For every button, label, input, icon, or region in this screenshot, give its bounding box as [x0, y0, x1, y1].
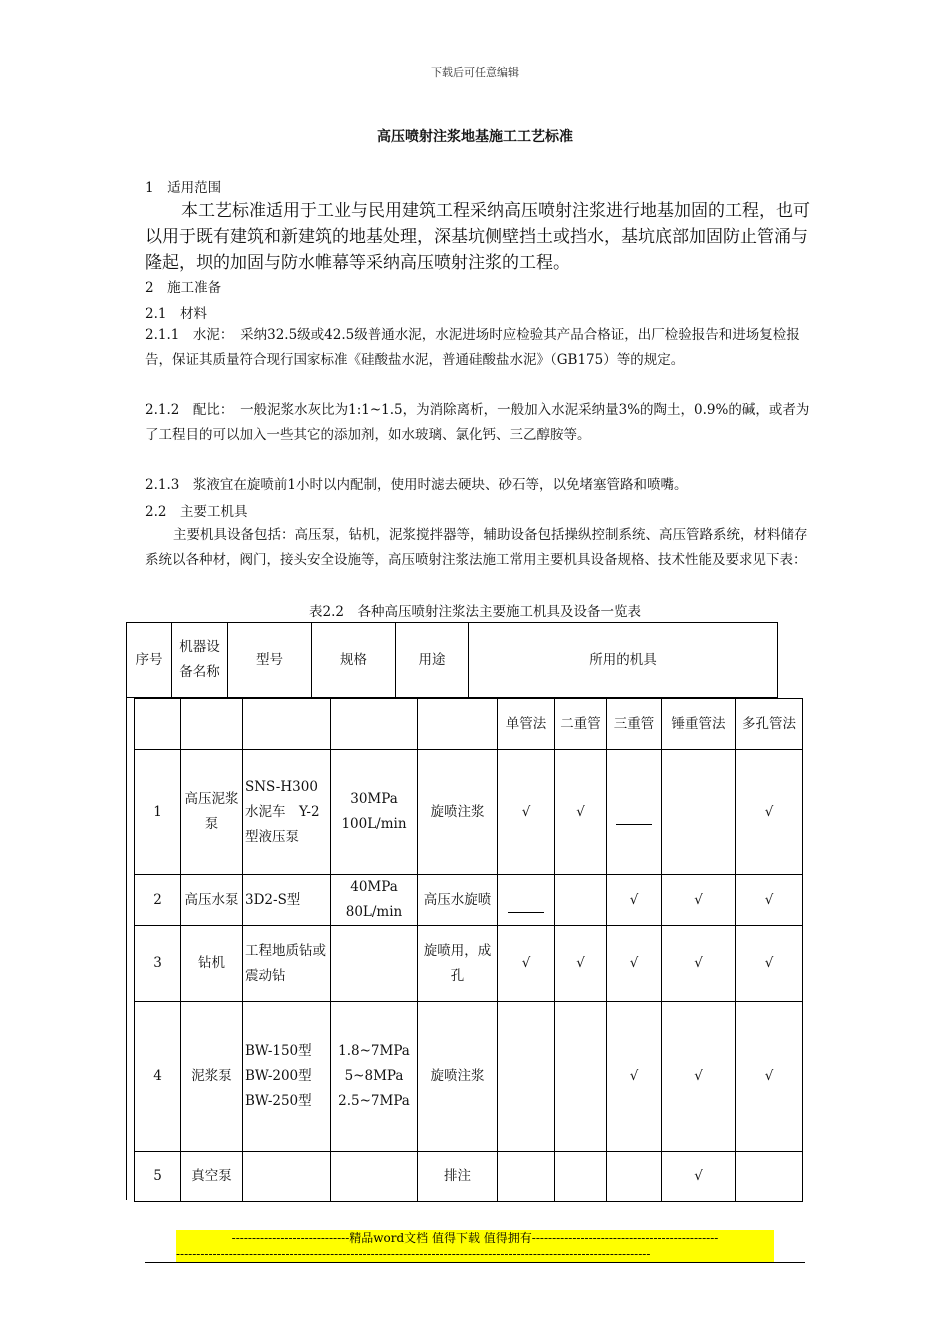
row-spec: 30MPa 100L/min	[331, 750, 418, 875]
row-use: 旋喷用，成孔	[418, 926, 498, 1002]
row-name: 泥浆泵	[181, 1002, 243, 1152]
sub-empty-spec	[331, 699, 418, 750]
row-m1	[498, 1002, 555, 1152]
footer-rule	[145, 1262, 805, 1263]
section-1-heading: 1 适用范围	[145, 180, 222, 196]
row-model: BW-150型 BW-200型 BW-250型	[243, 1002, 331, 1152]
equipment-table-header	[126, 622, 778, 698]
section-2-1-3: 2.1.3 浆液宜在旋喷前1小时以内配制，使用时滤去硬块、砂石等，以免堵塞管路和喷嘴。	[145, 477, 688, 493]
section-2-heading: 2 施工准备	[145, 280, 222, 296]
table-row	[135, 875, 803, 926]
table-row	[135, 1152, 803, 1202]
row-m4: √	[662, 1002, 736, 1152]
dash-mark	[616, 824, 652, 825]
row-model: 3D2-S型	[243, 875, 331, 926]
row-m1: √	[498, 750, 555, 875]
method-single: 单管法	[498, 699, 555, 750]
section-2-1-heading: 2.1 材料	[145, 306, 207, 322]
footer-banner-line-1: -----------------------------精品word文档 值得下载 值得拥有----------------------------------------------	[176, 1230, 774, 1246]
row-m4	[662, 750, 736, 875]
row-spec: 1.8~7MPa 5~8MPa 2.5~7MPa	[331, 1002, 418, 1152]
method-double: 二重管	[555, 699, 607, 750]
sub-empty-seq	[135, 699, 181, 750]
row-use: 排注	[418, 1152, 498, 1202]
table-left-border	[126, 698, 127, 1200]
row-use: 旋喷注浆	[418, 1002, 498, 1152]
method-multi: 多孔管法	[736, 699, 803, 750]
row-m5: √	[736, 926, 803, 1002]
page-header: 下载后可任意编辑	[431, 66, 519, 79]
dash-mark	[508, 912, 544, 913]
row-use: 旋喷注浆	[418, 750, 498, 875]
row-name: 高压水泵	[181, 875, 243, 926]
row-seq: 1	[135, 750, 181, 875]
sub-empty-use	[418, 699, 498, 750]
table-row	[135, 926, 803, 1002]
row-m3: √	[607, 1002, 662, 1152]
header-seq: 序号	[127, 623, 172, 698]
row-seq: 4	[135, 1002, 181, 1152]
row-name: 高压泥浆泵	[181, 750, 243, 875]
equipment-table	[134, 698, 803, 1202]
table-row	[135, 750, 803, 875]
row-m4: √	[662, 926, 736, 1002]
row-spec	[331, 926, 418, 1002]
row-model: 工程地质钻或震动钻	[243, 926, 331, 1002]
header-spec: 规格	[312, 623, 396, 698]
header-model: 型号	[228, 623, 312, 698]
footer-banner-line-2: ---------------------------------------------------------------------------------------------------------------------	[176, 1246, 774, 1262]
section-1-text: 本工艺标准适用于工业与民用建筑工程采纳高压喷射注浆进行地基加固的工程，也可以用于既有建筑和新建筑的地基处理，深基坑侧壁挡土或挡水，基坑底部加固防止管涌与隆起，坝的加固与防水帷幕等采纳高压喷射注浆的工程。	[145, 201, 810, 273]
row-m5	[736, 1152, 803, 1202]
row-model: SNS-H300 水泥车 Y-2 型液压泵	[243, 750, 331, 875]
row-m2	[555, 1152, 607, 1202]
section-2-2-body: 主要机具设备包括：高压泵，钻机，泥浆搅拌器等，辅助设备包括操纵控制系统、高压管路系统，材料储存系统以各种材，阀门，接头安全设施等，高压喷射注浆法施工常用主要机具设备规格、技术性能及要求见下表：	[145, 527, 808, 568]
method-hammer: 锤重管法	[662, 699, 736, 750]
row-name: 真空泵	[181, 1152, 243, 1202]
row-m2	[555, 875, 607, 926]
row-seq: 5	[135, 1152, 181, 1202]
row-m3: √	[607, 926, 662, 1002]
header-use: 用途	[396, 623, 469, 698]
row-m3	[607, 750, 662, 875]
row-m3: √	[607, 875, 662, 926]
row-m2: √	[555, 750, 607, 875]
row-m3	[607, 1152, 662, 1202]
sub-empty-model	[243, 699, 331, 750]
header-methods: 所用的机具	[469, 623, 778, 698]
section-1-body	[145, 198, 810, 276]
sub-empty-name	[181, 699, 243, 750]
table-caption: 表2.2 各种高压喷射注浆法主要施工机具及设备一览表	[309, 604, 641, 620]
method-triple: 三重管	[607, 699, 662, 750]
row-m4: √	[662, 875, 736, 926]
row-m5: √	[736, 875, 803, 926]
row-seq: 2	[135, 875, 181, 926]
row-m2	[555, 1002, 607, 1152]
row-m2: √	[555, 926, 607, 1002]
header-name: 机器设备名称	[172, 623, 228, 698]
section-2-1-2: 2.1.2 配比： 一般泥浆水灰比为1:1~1.5，为消除离析，一般加入水泥采纳量3%的陶土，0.9%的碱，或者为了工程目的可以加入一些其它的添加剂，如水玻璃、氯化钙、三乙醇胺等。	[145, 402, 810, 443]
table-subheader-row	[135, 699, 803, 750]
row-m1	[498, 875, 555, 926]
row-seq: 3	[135, 926, 181, 1002]
document-title: 高压喷射注浆地基施工工艺标准	[377, 129, 573, 145]
row-name: 钻机	[181, 926, 243, 1002]
row-m1	[498, 1152, 555, 1202]
table-row	[135, 1002, 803, 1152]
row-use: 高压水旋喷	[418, 875, 498, 926]
row-m5: √	[736, 1002, 803, 1152]
section-2-1-1: 2.1.1 水泥： 采纳32.5级或42.5级普通水泥，水泥进场时应检验其产品合格证，出厂检验报告和进场复检报告，保证其质量符合现行国家标准《硅酸盐水泥，普通硅酸盐水泥》（GB175）等的规定。	[145, 327, 800, 368]
row-model	[243, 1152, 331, 1202]
section-2-2-heading: 2.2 主要工机具	[145, 504, 248, 520]
row-spec	[331, 1152, 418, 1202]
row-spec: 40MPa 80L/min	[331, 875, 418, 926]
row-m5: √	[736, 750, 803, 875]
row-m1: √	[498, 926, 555, 1002]
row-m4: √	[662, 1152, 736, 1202]
